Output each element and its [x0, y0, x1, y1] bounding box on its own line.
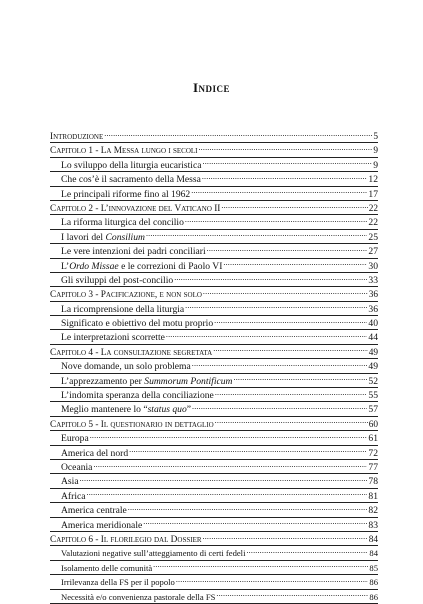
toc-section-entry[interactable] — [50, 158, 378, 172]
toc-entry-label — [61, 490, 86, 504]
toc-page-number: 17 — [368, 188, 378, 200]
toc-page-number: 60 — [368, 419, 378, 430]
toc-entry-text: Capitolo 3 - Pacificazione, e non solo — [50, 290, 202, 301]
toc-page-number: 27 — [368, 246, 378, 258]
toc-entry-text: Summorum Pontificum — [144, 375, 233, 387]
toc-section-entry[interactable] — [50, 546, 378, 560]
toc-section-entry[interactable] — [50, 518, 378, 532]
toc-page-number: 5 — [373, 132, 378, 142]
toc-entry-text: I lavori del — [61, 231, 106, 243]
toc-section-entry[interactable] — [50, 172, 378, 186]
toc-entry-text: Asia — [61, 476, 79, 488]
toc-entry-text: La riforma liturgica del concilio — [61, 217, 184, 229]
toc-entry-text: L’indomita speranza della conciliazione — [61, 390, 214, 402]
toc-section-entry[interactable] — [50, 446, 378, 460]
dot-leader — [104, 129, 372, 139]
toc-page-number: 82 — [368, 505, 378, 517]
toc-entry-label — [61, 561, 152, 575]
toc-chapter-entry[interactable] — [50, 417, 378, 431]
toc-page-number: 33 — [368, 274, 378, 286]
toc-entry-label — [61, 303, 184, 317]
toc-entry-label — [61, 389, 214, 403]
toc-section-entry[interactable] — [50, 431, 378, 445]
toc-section-entry[interactable] — [50, 244, 378, 258]
toc-section-entry[interactable] — [50, 187, 378, 201]
dot-leader — [166, 330, 368, 340]
toc-entry-label — [61, 331, 165, 345]
dot-leader — [203, 158, 373, 168]
toc-entry-text: Capitolo 1 - La Messa lungo i secoli — [50, 146, 198, 157]
toc-page-number: 36 — [368, 303, 378, 315]
toc-entry-text: La ricomprensione della liturgia — [61, 303, 185, 315]
toc-entry-text: status quo — [147, 404, 187, 416]
toc-section-entry[interactable] — [50, 474, 378, 488]
toc-entry-label — [61, 432, 89, 446]
toc-chapter-entry[interactable] — [50, 143, 378, 157]
toc-entry-label — [61, 317, 213, 331]
dot-leader — [216, 590, 368, 600]
dot-leader — [192, 359, 368, 369]
dot-leader — [223, 259, 367, 269]
toc-entry-text: L’apprezzamento per — [61, 375, 145, 387]
toc-section-entry[interactable] — [50, 503, 378, 517]
toc-section-entry[interactable] — [50, 316, 378, 330]
toc-entry-label — [61, 375, 233, 389]
toc-page-number: 84 — [369, 548, 378, 559]
toc-page-number: 36 — [368, 290, 378, 301]
toc-entry-label — [61, 403, 191, 417]
toc-page-number: 77 — [368, 461, 378, 473]
toc-page-number: 49 — [368, 347, 378, 358]
toc-entry-text: Europa — [61, 433, 89, 445]
toc-page-number: 83 — [368, 519, 378, 531]
toc-page-number: 85 — [369, 562, 378, 573]
toc-entry-text: Lo sviluppo della liturgia eucaristica — [61, 159, 202, 171]
toc-entry-text: Gli sviluppi del post-concilio — [61, 274, 174, 286]
toc-page-number: 44 — [368, 332, 378, 344]
dot-leader — [90, 431, 368, 441]
toc-entry-text: Oceania — [61, 461, 93, 473]
toc-entry-text: America meridionale — [61, 519, 143, 531]
toc-entry-text: Nove domande, un solo problema — [61, 361, 191, 373]
dot-leader — [129, 446, 367, 456]
toc-entry-text: Isolamento delle comunità — [61, 562, 153, 573]
toc-entry-text: e le correzioni di Paolo VI — [118, 260, 223, 272]
dot-leader — [234, 374, 368, 384]
toc-page-number: 25 — [368, 231, 378, 243]
toc-page-number: 84 — [368, 534, 378, 545]
toc-entry-label — [61, 216, 184, 230]
toc-page-number: 22 — [368, 217, 378, 229]
toc-chapter-entry[interactable] — [50, 287, 378, 301]
toc-entry-text: Capitolo 5 - Il questionario in dettaglio — [50, 419, 214, 430]
page-title: Indice — [192, 80, 231, 95]
dot-leader — [215, 388, 368, 398]
toc-entry-label — [61, 519, 142, 533]
toc-section-entry[interactable] — [50, 561, 378, 575]
dot-leader — [128, 503, 368, 513]
toc-entry-text: Irrilevanza della FS per il popolo — [61, 577, 175, 588]
toc-entry-text: ” — [186, 404, 192, 416]
toc-entry-label — [61, 231, 145, 245]
toc-entry-text: Che cos’è il sacramento della Messa — [61, 174, 201, 186]
dot-leader — [80, 474, 368, 484]
toc-section-entry[interactable] — [50, 259, 378, 273]
toc-entry-label — [61, 245, 206, 259]
toc-entry-text: Capitolo 2 - L’innovazione del Vaticano II — [50, 203, 221, 214]
toc-entry-label — [50, 346, 212, 360]
dot-leader — [207, 244, 368, 254]
toc-entry-text: Capitolo 6 - Il florilegio dal Dossier — [50, 534, 202, 545]
toc-entry-text: Ordo Missae — [69, 260, 119, 272]
toc-section-entry[interactable] — [50, 302, 378, 316]
toc-entry-label — [50, 130, 103, 144]
toc-page-number: 9 — [373, 159, 378, 171]
toc-entry-text: Meglio mantenere lo “ — [61, 404, 148, 416]
toc-entry-text: Necessità e/o convenienza pastorale della FS — [61, 591, 216, 602]
toc-page-number: 81 — [368, 490, 378, 502]
toc-entry-label — [61, 546, 245, 560]
toc-section-entry[interactable] — [50, 590, 378, 604]
toc-entry-text: Africa — [61, 490, 86, 502]
dot-leader — [185, 302, 367, 312]
dot-leader — [153, 561, 368, 571]
dot-leader — [93, 460, 367, 470]
dot-leader — [143, 518, 367, 528]
toc-page-number: 30 — [368, 260, 378, 272]
toc-page-number: 22 — [368, 203, 378, 214]
dot-leader — [203, 287, 368, 297]
dot-leader — [214, 316, 367, 326]
dot-leader — [203, 532, 368, 542]
dot-leader — [146, 230, 367, 240]
toc-section-entry[interactable] — [50, 330, 378, 344]
toc-entry-text: America centrale — [61, 505, 127, 517]
toc-entry-label — [61, 447, 128, 461]
toc-entry-label — [50, 533, 202, 547]
toc-section-entry[interactable] — [50, 359, 378, 373]
toc-entry-text: Le interpretazioni scorrette — [61, 332, 165, 344]
toc-entry-label — [61, 575, 175, 589]
toc-entry-label — [61, 504, 127, 518]
toc-entry-label — [61, 188, 190, 202]
toc-page-number: 72 — [368, 447, 378, 459]
dot-leader — [213, 345, 368, 355]
dot-leader — [191, 187, 367, 197]
toc-entry-label — [61, 173, 201, 187]
toc-page-number: 61 — [368, 433, 378, 445]
toc-entry-label — [61, 274, 173, 288]
toc-chapter-entry[interactable] — [50, 532, 378, 546]
dot-leader — [87, 489, 368, 499]
dot-leader — [174, 273, 367, 283]
toc-section-entry[interactable] — [50, 575, 378, 589]
toc-page-number: 86 — [369, 591, 378, 602]
toc-entry-text: Le vere intenzioni dei padri conciliari — [61, 246, 206, 258]
toc-entry-label — [61, 590, 215, 604]
toc-chapter-entry[interactable] — [50, 201, 378, 215]
toc-section-entry[interactable] — [50, 388, 378, 402]
toc-page-number: 78 — [368, 476, 378, 488]
dot-leader — [185, 215, 368, 225]
toc-entry-label — [61, 260, 222, 274]
toc-section-entry[interactable] — [50, 230, 378, 244]
toc-section-entry[interactable] — [50, 374, 378, 388]
toc-entry-text: Capitolo 4 - La consultazione segretata — [50, 347, 213, 358]
toc-section-entry[interactable] — [50, 215, 378, 229]
toc-entry-text: Introduzione — [50, 132, 104, 142]
toc-entry-text: Significato e obiettivo del motu proprio — [61, 318, 214, 330]
toc-section-entry[interactable] — [50, 489, 378, 503]
toc-entry-label — [61, 360, 191, 374]
dot-leader — [202, 172, 368, 182]
toc-page-number: 40 — [368, 318, 378, 330]
toc-page-number: 52 — [368, 375, 378, 387]
toc-page-number: 57 — [368, 404, 378, 416]
dot-leader — [192, 402, 367, 412]
toc-entry-label — [50, 144, 197, 158]
toc-entry-text: L’ — [61, 260, 70, 272]
toc-page-number: 12 — [368, 174, 378, 186]
dot-leader — [215, 417, 368, 427]
dot-leader — [221, 201, 367, 211]
toc-entry-label — [61, 461, 92, 475]
toc-entry-text: Consilium — [105, 231, 145, 243]
toc-page-number: 86 — [369, 577, 378, 588]
toc-entry-label — [50, 202, 220, 216]
toc-page-number: 49 — [368, 361, 378, 373]
dot-leader — [198, 143, 372, 153]
dot-leader — [246, 546, 368, 556]
toc-entry-text: Le principali riforme fino al 1962 — [61, 188, 191, 200]
toc-section-entry[interactable] — [50, 460, 378, 474]
toc-entry-label — [61, 159, 202, 173]
dot-leader — [176, 575, 369, 585]
toc-entry-text: Valutazioni negative sull’atteggiamento di certi fedeli — [61, 548, 246, 559]
toc-chapter-entry[interactable] — [50, 345, 378, 359]
toc-section-entry[interactable] — [50, 402, 378, 416]
toc-entry-label — [50, 418, 214, 432]
toc-page-number: 9 — [373, 146, 378, 157]
toc-chapter-entry[interactable] — [50, 129, 378, 143]
toc-entry-label — [50, 288, 202, 302]
toc-entry-text: America del nord — [61, 447, 129, 459]
toc-page-number: 55 — [368, 390, 378, 402]
table-of-contents — [50, 129, 378, 604]
toc-section-entry[interactable] — [50, 273, 378, 287]
toc-entry-label — [61, 475, 79, 489]
